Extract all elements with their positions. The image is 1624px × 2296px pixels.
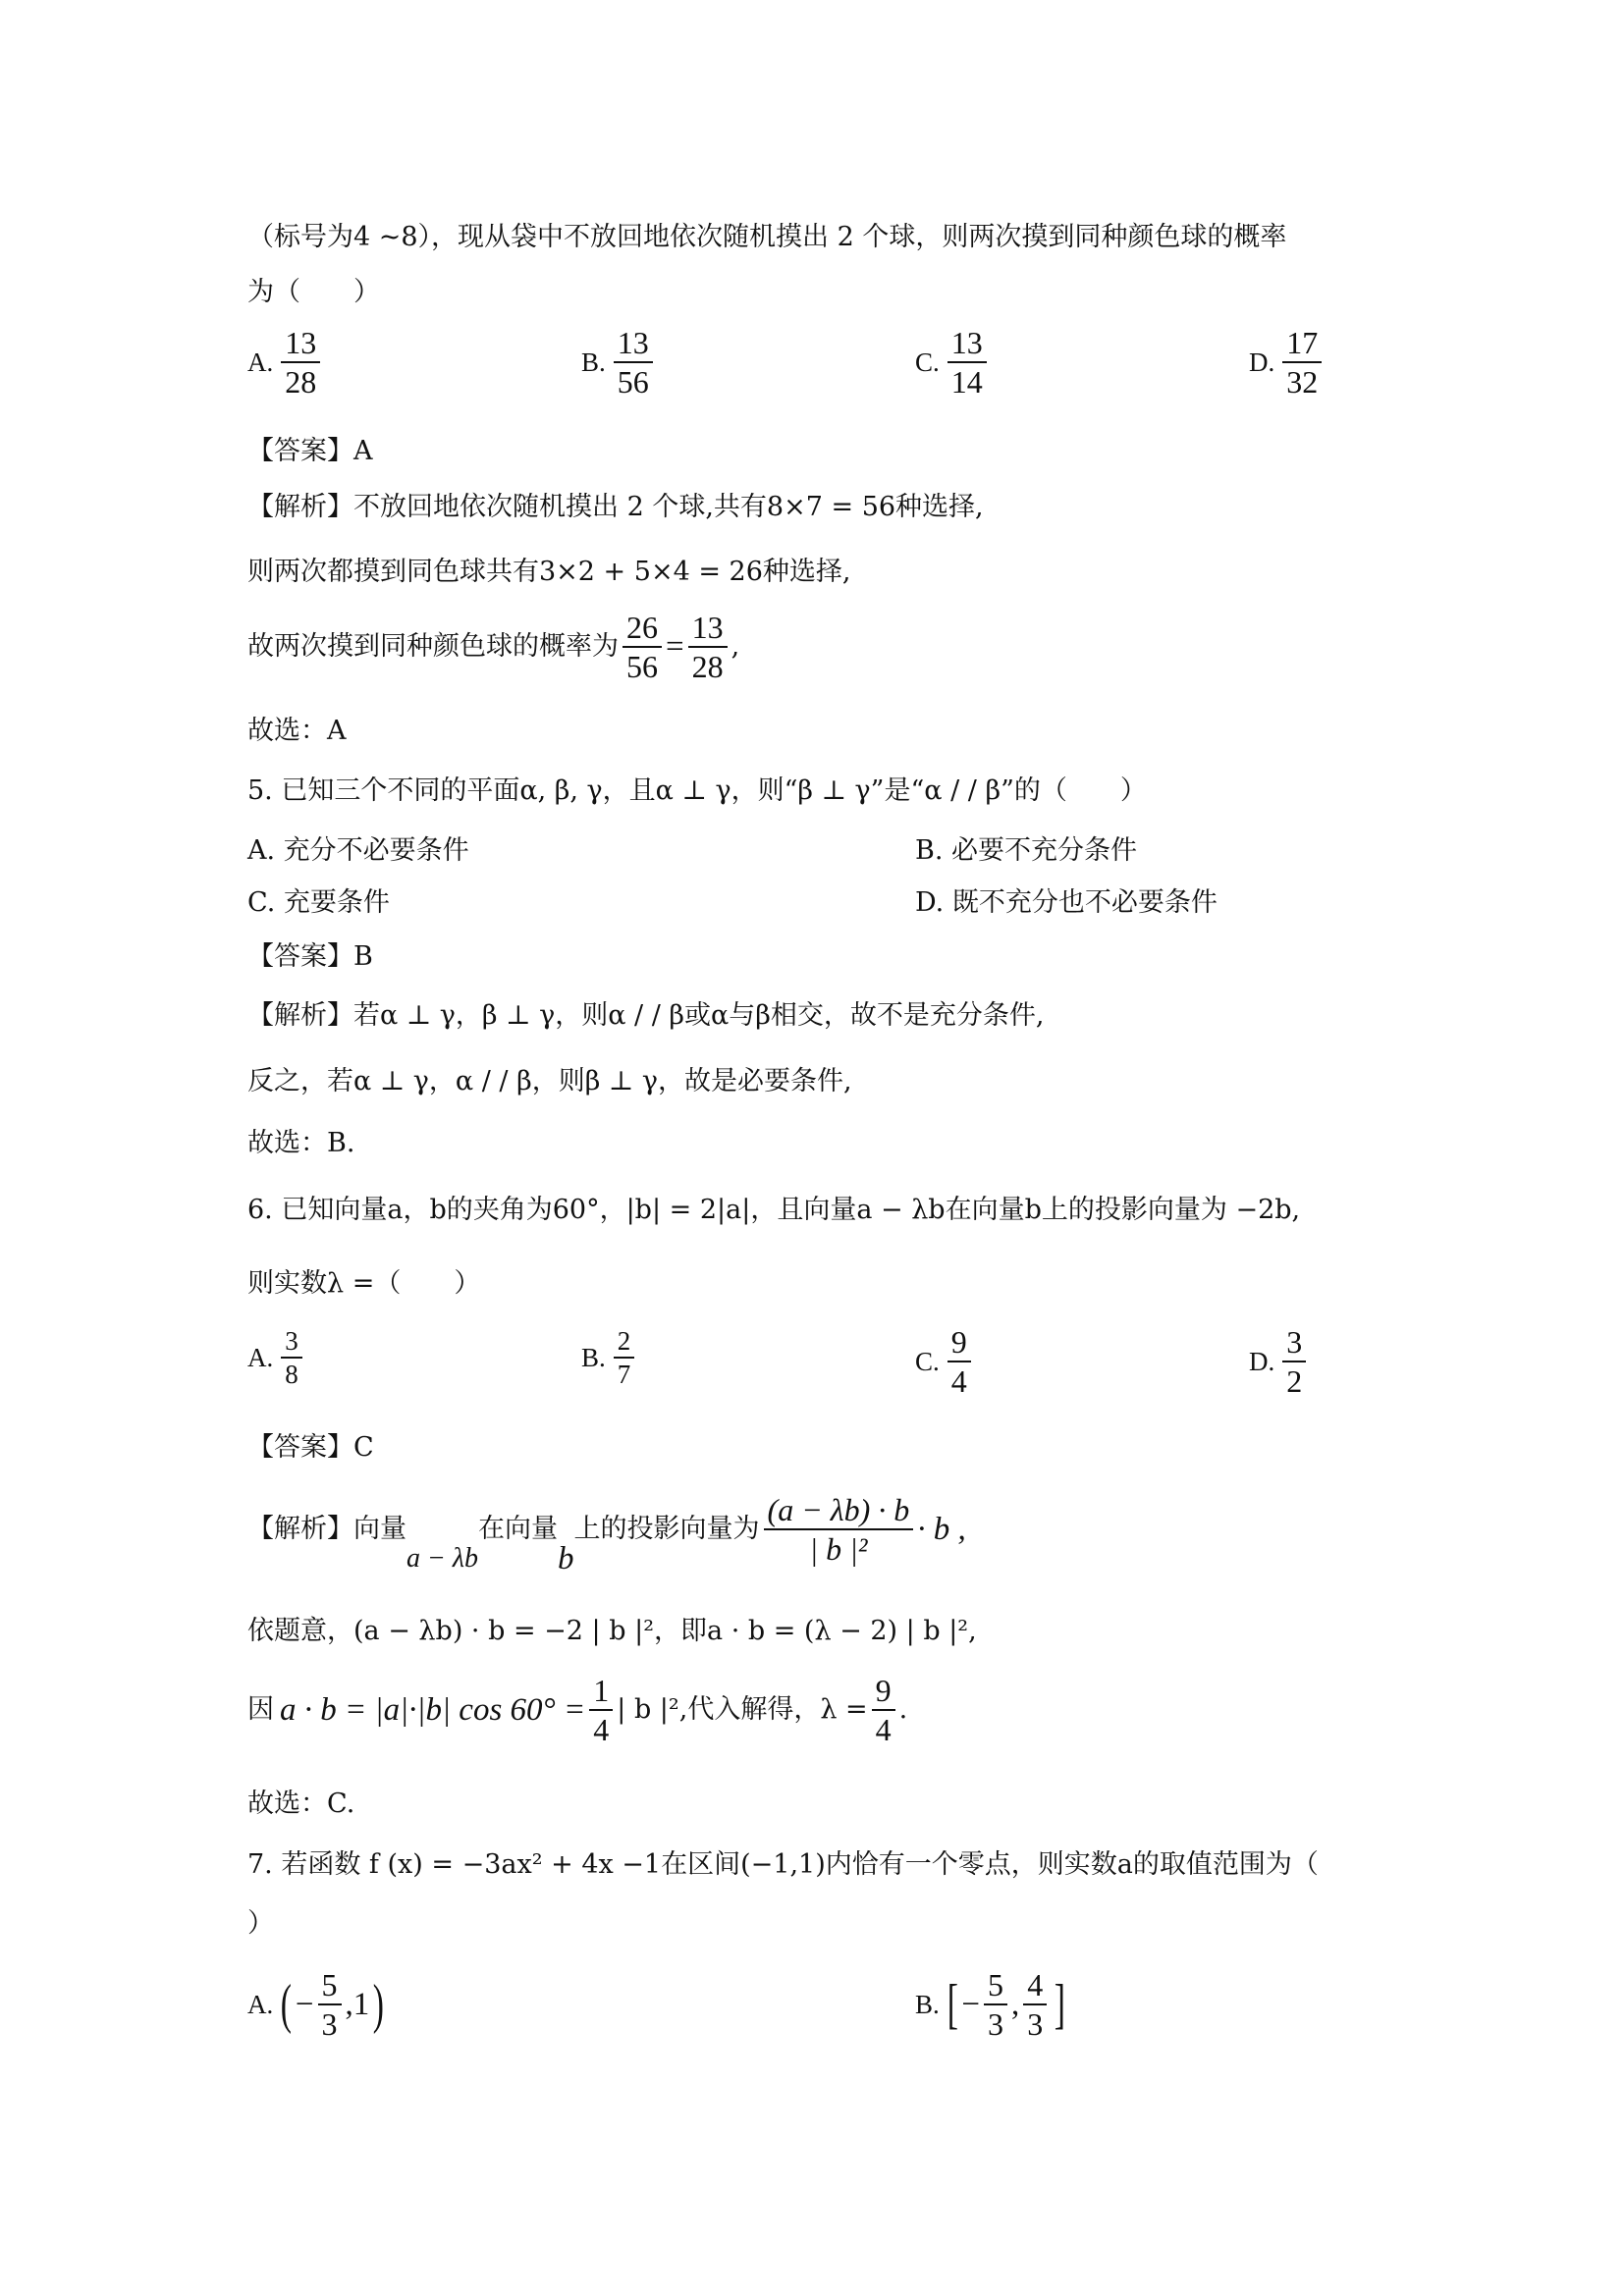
q5-stem: 5. 已知三个不同的平面α, β, γ，且α ⊥ γ，则“β ⊥ γ”是“α / / β”的（ ） bbox=[247, 775, 1147, 806]
q4-option-a bbox=[247, 326, 324, 399]
q4-conclusion: 故选：A bbox=[247, 716, 347, 746]
q4-analysis-line2: 则两次都摸到同色球共有3×2 + 5×4 = 26种选择, bbox=[247, 557, 851, 587]
analysis-text: 上的投影向量为 bbox=[573, 1514, 760, 1544]
projection-tail: · b , bbox=[917, 1512, 966, 1547]
q6-option-a bbox=[247, 1327, 306, 1388]
analysis-text: 因 bbox=[247, 1694, 274, 1725]
fraction-denominator: 28 bbox=[691, 649, 724, 684]
fraction-numerator: 3 bbox=[1282, 1325, 1306, 1362]
fraction-numerator: 3 bbox=[281, 1327, 302, 1359]
q7-option-a bbox=[247, 1968, 388, 2041]
fraction-numerator: 9 bbox=[947, 1325, 971, 1362]
fraction-numerator: 13 bbox=[947, 326, 987, 363]
q5-analysis-line2: 反之，若α ⊥ γ，α / / β，则β ⊥ γ，故是必要条件, bbox=[247, 1066, 852, 1096]
q5-conclusion: 故选：B. bbox=[247, 1128, 355, 1158]
analysis-label: 【解析】 bbox=[247, 492, 353, 522]
analysis-text: | b |²,代入解得，λ = bbox=[617, 1694, 868, 1725]
fraction-denominator: 28 bbox=[285, 364, 317, 400]
q4-analysis-line1 bbox=[247, 488, 984, 527]
q6-option-d bbox=[1249, 1325, 1310, 1398]
fraction-denominator: 2 bbox=[1286, 1363, 1303, 1399]
fraction-denominator: 56 bbox=[617, 364, 649, 400]
q6-option-b bbox=[581, 1327, 638, 1388]
q4-option-c bbox=[915, 326, 991, 399]
fraction-numerator: 1 bbox=[589, 1674, 613, 1711]
q5-analysis-line1: 【解析】若α ⊥ γ，β ⊥ γ，则α / / β或α与β相交，故不是充分条件, bbox=[247, 1000, 1045, 1031]
analysis-label: 【解析】 bbox=[247, 1514, 353, 1544]
fraction-denominator: 56 bbox=[626, 649, 658, 684]
option-label: B. bbox=[581, 347, 606, 377]
fraction-numerator: 13 bbox=[614, 326, 653, 363]
q7-option-b bbox=[915, 1968, 1069, 2041]
fraction-numerator: 9 bbox=[872, 1674, 895, 1711]
q6-answer: 【答案】C bbox=[247, 1432, 374, 1463]
fraction-numerator: 5 bbox=[318, 1968, 342, 2005]
option-label: A. bbox=[247, 1989, 274, 2019]
comma: , bbox=[1011, 1986, 1020, 2022]
q6-analysis-line3 bbox=[247, 1671, 907, 1749]
q4-analysis-line3 bbox=[247, 611, 739, 683]
q4-option-d bbox=[1249, 326, 1326, 399]
fraction-denominator: | b |² bbox=[809, 1531, 868, 1567]
q6-analysis-line1 bbox=[247, 1490, 966, 1576]
option-label: C. bbox=[915, 1346, 940, 1376]
fraction-denominator: 3 bbox=[1027, 2006, 1044, 2042]
option-label: C. bbox=[915, 347, 940, 377]
q4-answer: 【答案】A bbox=[247, 436, 373, 466]
fraction-numerator: 26 bbox=[623, 611, 662, 648]
q4-option-b bbox=[581, 326, 657, 399]
option-label: B. bbox=[915, 1989, 940, 2019]
dot-product-expression: a · b = |a|·|b| cos 60° = bbox=[280, 1692, 586, 1728]
q5-option-d: D. 既不充分也不必要条件 bbox=[915, 887, 1218, 918]
fraction-denominator: 32 bbox=[1286, 364, 1319, 400]
fraction-numerator: 13 bbox=[688, 611, 728, 648]
fraction-numerator: 4 bbox=[1023, 1968, 1047, 2005]
q6-conclusion: 故选：C. bbox=[247, 1789, 355, 1819]
close-bracket: ] bbox=[1055, 1974, 1066, 2035]
fraction-numerator: 13 bbox=[281, 326, 320, 363]
option-label: B. bbox=[581, 1342, 606, 1372]
fraction-denominator: 4 bbox=[950, 1363, 967, 1399]
q5-option-c: C. 充要条件 bbox=[247, 887, 390, 918]
q4-stem-line2: 为（ ） bbox=[247, 277, 380, 307]
fraction-denominator: 3 bbox=[321, 2006, 338, 2042]
q7-stem-line1: 7. 若函数 f (x) = −3ax² + 4x −1在区间(−1,1)内恰有一个零点，则实数a的取值范围为（ bbox=[247, 1849, 1319, 1880]
analysis-text: 不放回地依次随机摸出 2 个球,共有8×7 = 56种选择, bbox=[353, 492, 984, 522]
fraction-denominator: 14 bbox=[950, 364, 983, 400]
minus-sign: − bbox=[295, 1986, 314, 2022]
vector-expression: a − λb bbox=[406, 1543, 479, 1574]
minus-sign: − bbox=[961, 1986, 981, 2022]
analysis-text: . bbox=[898, 1694, 908, 1725]
option-label: D. bbox=[1249, 347, 1275, 377]
fraction-numerator: (a − λb) · b bbox=[764, 1493, 914, 1530]
analysis-text: 在向量 bbox=[478, 1514, 559, 1544]
option-label: A. bbox=[247, 347, 274, 377]
q4-stem-line1: （标号为4 ~8），现从袋中不放回地依次随机摸出 2 个球，则两次摸到同种颜色球的概率 bbox=[247, 222, 1287, 252]
fraction-denominator: 7 bbox=[617, 1360, 631, 1389]
option-label: A. bbox=[247, 1342, 274, 1372]
fraction-numerator: 17 bbox=[1282, 326, 1322, 363]
analysis-text: , bbox=[731, 631, 740, 662]
close-paren: ) bbox=[373, 1974, 385, 2035]
open-paren: ( bbox=[280, 1974, 293, 2035]
q5-option-a: A. 充分不必要条件 bbox=[247, 835, 469, 866]
open-bracket: [ bbox=[947, 1974, 958, 2035]
q7-stem-line2: ） bbox=[247, 1908, 274, 1939]
q5-answer: 【答案】B bbox=[247, 941, 373, 972]
vector-symbol: b bbox=[558, 1541, 574, 1576]
fraction-denominator: 4 bbox=[875, 1712, 892, 1747]
fraction-numerator: 5 bbox=[984, 1968, 1007, 2005]
fraction-numerator: 2 bbox=[614, 1327, 635, 1359]
fraction-denominator: 8 bbox=[285, 1360, 298, 1389]
q6-stem-line2: 则实数λ =（ ） bbox=[247, 1268, 481, 1299]
analysis-text: 向量 bbox=[353, 1514, 406, 1544]
q5-option-b: B. 必要不充分条件 bbox=[915, 835, 1138, 866]
option-label: D. bbox=[1249, 1346, 1275, 1376]
fraction-denominator: 3 bbox=[988, 2006, 1004, 2042]
q6-stem-line1: 6. 已知向量a，b的夹角为60°，|b| = 2|a|，且向量a − λb在向量b上的投影向量为 −2b, bbox=[247, 1195, 1301, 1225]
interval-tail: ,1 bbox=[345, 1986, 370, 2022]
analysis-text: 故两次摸到同种颜色球的概率为 bbox=[247, 631, 619, 662]
q6-analysis-line2: 依题意，(a − λb) · b = −2 | b |²，即a · b = (λ − 2) | b |², bbox=[247, 1616, 977, 1646]
q6-option-c bbox=[915, 1325, 975, 1398]
equals-sign: = bbox=[666, 629, 684, 665]
fraction-denominator: 4 bbox=[593, 1712, 610, 1747]
